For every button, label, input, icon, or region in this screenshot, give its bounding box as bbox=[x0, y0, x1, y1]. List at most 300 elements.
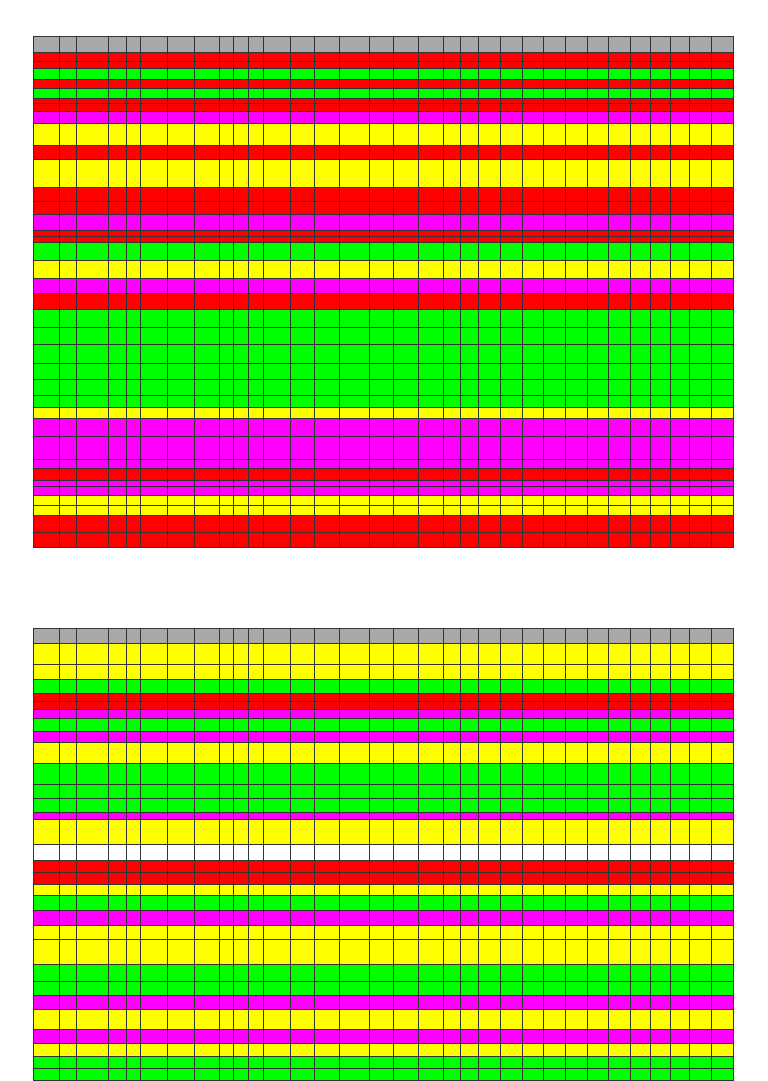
table-cell bbox=[249, 62, 264, 69]
table-cell bbox=[290, 408, 315, 419]
table-cell bbox=[443, 112, 461, 124]
table-cell bbox=[315, 719, 340, 732]
table-cell bbox=[500, 53, 522, 62]
table-cell bbox=[479, 243, 501, 261]
table-cell bbox=[34, 328, 60, 345]
table-cell bbox=[315, 702, 340, 710]
table-cell bbox=[369, 279, 394, 294]
table-row bbox=[34, 469, 734, 481]
table-cell bbox=[315, 345, 340, 364]
table-cell bbox=[194, 996, 219, 1010]
table-cell bbox=[369, 516, 394, 533]
table-cell bbox=[369, 460, 394, 469]
table-cell bbox=[565, 202, 587, 215]
table-cell bbox=[126, 896, 140, 911]
table-cell bbox=[670, 419, 690, 437]
table-cell bbox=[522, 104, 544, 112]
table-cell bbox=[194, 202, 219, 215]
table-cell bbox=[670, 53, 690, 62]
table-cell bbox=[443, 279, 461, 294]
table-cell bbox=[394, 1057, 419, 1069]
table-cell bbox=[77, 496, 109, 506]
table-cell bbox=[443, 940, 461, 965]
table-cell bbox=[315, 62, 340, 69]
table-cell bbox=[369, 487, 394, 496]
table-cell bbox=[394, 112, 419, 124]
table-cell bbox=[712, 996, 734, 1010]
table-cell bbox=[249, 380, 264, 396]
table-cell bbox=[194, 146, 219, 160]
table-cell bbox=[315, 188, 340, 202]
table-cell bbox=[140, 215, 168, 231]
table-cell bbox=[249, 845, 264, 861]
table-cell bbox=[461, 69, 479, 80]
table-cell bbox=[544, 1044, 566, 1057]
table-cell bbox=[194, 516, 219, 533]
table-cell bbox=[565, 785, 587, 799]
table-cell bbox=[712, 926, 734, 940]
table-cell bbox=[650, 215, 670, 231]
table-cell bbox=[369, 328, 394, 345]
table-cell bbox=[394, 396, 419, 408]
table-cell bbox=[59, 732, 77, 743]
table-cell bbox=[522, 62, 544, 69]
table-cell bbox=[690, 785, 712, 799]
table-cell bbox=[168, 813, 195, 820]
table-cell bbox=[194, 911, 219, 926]
table-cell bbox=[234, 1030, 249, 1044]
table-cell bbox=[522, 861, 544, 873]
table-cell bbox=[369, 243, 394, 261]
table-cell bbox=[650, 965, 670, 982]
table-cell bbox=[544, 873, 566, 885]
table-cell bbox=[290, 506, 315, 516]
table-cell bbox=[565, 496, 587, 506]
table-cell bbox=[369, 261, 394, 279]
table-cell bbox=[168, 982, 195, 996]
table-cell bbox=[479, 496, 501, 506]
column-header bbox=[418, 629, 443, 644]
table-cell bbox=[443, 873, 461, 885]
table-cell bbox=[109, 820, 127, 845]
table-cell bbox=[631, 104, 651, 112]
table-cell bbox=[712, 345, 734, 364]
table-cell bbox=[418, 926, 443, 940]
table-cell bbox=[443, 813, 461, 820]
table-cell bbox=[587, 732, 609, 743]
table-cell bbox=[77, 419, 109, 437]
table-cell bbox=[650, 80, 670, 89]
table-cell bbox=[670, 261, 690, 279]
table-cell bbox=[339, 1069, 369, 1081]
table-cell bbox=[140, 396, 168, 408]
table-cell bbox=[126, 885, 140, 896]
table-cell bbox=[59, 146, 77, 160]
table-cell bbox=[479, 104, 501, 112]
table-cell bbox=[168, 1010, 195, 1030]
table-cell bbox=[263, 743, 290, 764]
table-cell bbox=[631, 202, 651, 215]
table-cell bbox=[712, 328, 734, 345]
table-cell bbox=[290, 294, 315, 310]
table-cell bbox=[339, 785, 369, 799]
table-cell bbox=[500, 665, 522, 680]
table-cell bbox=[339, 873, 369, 885]
table-cell bbox=[565, 516, 587, 533]
table-cell bbox=[249, 861, 264, 873]
table-cell bbox=[565, 764, 587, 785]
table-cell bbox=[369, 437, 394, 460]
table-cell bbox=[418, 437, 443, 460]
table-cell bbox=[126, 873, 140, 885]
table-cell bbox=[565, 665, 587, 680]
table-cell bbox=[290, 112, 315, 124]
table-cell bbox=[631, 460, 651, 469]
table-cell bbox=[194, 364, 219, 380]
table-cell bbox=[461, 243, 479, 261]
table-cell bbox=[461, 396, 479, 408]
table-cell bbox=[339, 69, 369, 80]
table-cell bbox=[168, 53, 195, 62]
table-cell bbox=[315, 694, 340, 702]
table-cell bbox=[290, 885, 315, 896]
table-cell bbox=[461, 533, 479, 548]
table-cell bbox=[339, 896, 369, 911]
table-cell bbox=[565, 813, 587, 820]
table-cell bbox=[77, 820, 109, 845]
table-cell bbox=[609, 1010, 631, 1030]
table-cell bbox=[500, 437, 522, 460]
table-cell bbox=[140, 345, 168, 364]
table-cell bbox=[59, 53, 77, 62]
table-cell bbox=[587, 965, 609, 982]
table-cell bbox=[690, 813, 712, 820]
table-cell bbox=[109, 845, 127, 861]
table-cell bbox=[418, 743, 443, 764]
table-cell bbox=[609, 719, 631, 732]
table-cell bbox=[219, 437, 234, 460]
table-cell bbox=[109, 665, 127, 680]
table-cell bbox=[650, 710, 670, 719]
table-cell bbox=[339, 911, 369, 926]
table-cell bbox=[339, 710, 369, 719]
table-cell bbox=[670, 104, 690, 112]
table-cell bbox=[479, 345, 501, 364]
table-cell bbox=[109, 437, 127, 460]
table-cell bbox=[34, 665, 60, 680]
table-cell bbox=[690, 680, 712, 694]
table-cell bbox=[522, 487, 544, 496]
table-cell bbox=[339, 926, 369, 940]
table-cell bbox=[670, 345, 690, 364]
table-cell bbox=[670, 799, 690, 813]
table-cell bbox=[522, 896, 544, 911]
table-cell bbox=[544, 996, 566, 1010]
table-cell bbox=[670, 694, 690, 702]
table-cell bbox=[234, 202, 249, 215]
table-cell bbox=[670, 294, 690, 310]
table-cell bbox=[461, 146, 479, 160]
table-cell bbox=[219, 380, 234, 396]
column-header bbox=[109, 629, 127, 644]
table-cell bbox=[126, 533, 140, 548]
table-cell bbox=[690, 873, 712, 885]
table-cell bbox=[650, 644, 670, 665]
table-cell bbox=[631, 940, 651, 965]
table-cell bbox=[631, 487, 651, 496]
table-cell bbox=[140, 885, 168, 896]
table-cell bbox=[650, 279, 670, 294]
table-cell bbox=[565, 62, 587, 69]
table-cell bbox=[140, 437, 168, 460]
table-cell bbox=[109, 911, 127, 926]
table-cell bbox=[234, 940, 249, 965]
table-cell bbox=[315, 813, 340, 820]
table-cell bbox=[418, 516, 443, 533]
table-cell bbox=[544, 940, 566, 965]
table-cell bbox=[565, 124, 587, 146]
table-cell bbox=[339, 188, 369, 202]
table-cell bbox=[77, 1010, 109, 1030]
column-header bbox=[234, 629, 249, 644]
column-header bbox=[461, 629, 479, 644]
table-cell bbox=[500, 785, 522, 799]
table-cell bbox=[234, 694, 249, 702]
table-cell bbox=[59, 261, 77, 279]
table-cell bbox=[290, 845, 315, 861]
table-row bbox=[34, 89, 734, 99]
table-cell bbox=[690, 506, 712, 516]
table-cell bbox=[34, 310, 60, 328]
table-cell bbox=[631, 469, 651, 481]
table-cell bbox=[394, 437, 419, 460]
table-cell bbox=[587, 694, 609, 702]
table-cell bbox=[609, 813, 631, 820]
table-cell bbox=[443, 364, 461, 380]
table-cell bbox=[443, 419, 461, 437]
table-cell bbox=[34, 1030, 60, 1044]
column-header bbox=[609, 629, 631, 644]
table-cell bbox=[339, 680, 369, 694]
table-cell bbox=[126, 694, 140, 702]
table-cell bbox=[315, 885, 340, 896]
table-cell bbox=[369, 364, 394, 380]
table-cell bbox=[234, 926, 249, 940]
table-cell bbox=[690, 940, 712, 965]
table-cell bbox=[77, 965, 109, 982]
table-cell bbox=[631, 364, 651, 380]
table-cell bbox=[500, 69, 522, 80]
table-cell bbox=[500, 1069, 522, 1081]
table-cell bbox=[479, 202, 501, 215]
table-cell bbox=[650, 1069, 670, 1081]
table-cell bbox=[461, 160, 479, 188]
table-cell bbox=[126, 279, 140, 294]
table-row bbox=[34, 940, 734, 965]
table-cell bbox=[418, 89, 443, 99]
table-cell bbox=[479, 926, 501, 940]
table-cell bbox=[712, 469, 734, 481]
table-cell bbox=[670, 487, 690, 496]
table-cell bbox=[263, 873, 290, 885]
table-cell bbox=[631, 124, 651, 146]
table-cell bbox=[650, 911, 670, 926]
table-cell bbox=[690, 996, 712, 1010]
table-cell bbox=[500, 845, 522, 861]
table-cell bbox=[587, 146, 609, 160]
table-cell bbox=[650, 294, 670, 310]
column-header bbox=[249, 37, 264, 53]
table-cell bbox=[315, 1044, 340, 1057]
table-cell bbox=[109, 719, 127, 732]
table-cell bbox=[479, 188, 501, 202]
table-cell bbox=[219, 53, 234, 62]
table-cell bbox=[109, 380, 127, 396]
table-cell bbox=[587, 885, 609, 896]
table-cell bbox=[168, 896, 195, 911]
table-cell bbox=[712, 146, 734, 160]
table-cell bbox=[219, 533, 234, 548]
table-cell bbox=[168, 160, 195, 188]
table-cell bbox=[234, 80, 249, 89]
table-cell bbox=[650, 487, 670, 496]
table-cell bbox=[544, 506, 566, 516]
table-cell bbox=[249, 124, 264, 146]
column-header bbox=[263, 629, 290, 644]
table-cell bbox=[461, 1057, 479, 1069]
table-cell bbox=[690, 469, 712, 481]
table-row bbox=[34, 799, 734, 813]
table-cell bbox=[194, 1069, 219, 1081]
table-cell bbox=[219, 1030, 234, 1044]
table-cell bbox=[77, 460, 109, 469]
table-cell bbox=[544, 279, 566, 294]
table-cell bbox=[126, 243, 140, 261]
table-row bbox=[34, 926, 734, 940]
table-row bbox=[34, 732, 734, 743]
table-cell bbox=[479, 364, 501, 380]
table-row bbox=[34, 310, 734, 328]
table-cell bbox=[339, 279, 369, 294]
table-cell bbox=[479, 813, 501, 820]
column-header bbox=[631, 37, 651, 53]
table-cell bbox=[234, 665, 249, 680]
table-cell bbox=[479, 215, 501, 231]
table-cell bbox=[339, 294, 369, 310]
table-cell bbox=[249, 279, 264, 294]
table-cell bbox=[219, 345, 234, 364]
table-cell bbox=[461, 380, 479, 396]
table-cell bbox=[479, 310, 501, 328]
table-cell bbox=[140, 1030, 168, 1044]
table-cell bbox=[690, 496, 712, 506]
table-cell bbox=[479, 124, 501, 146]
table-cell bbox=[418, 104, 443, 112]
table-cell bbox=[587, 680, 609, 694]
table-cell bbox=[418, 112, 443, 124]
table-cell bbox=[234, 506, 249, 516]
table-cell bbox=[690, 160, 712, 188]
table-cell bbox=[290, 799, 315, 813]
table-cell bbox=[690, 62, 712, 69]
table-cell bbox=[522, 396, 544, 408]
table-cell bbox=[394, 533, 419, 548]
table-cell bbox=[394, 516, 419, 533]
table-cell bbox=[234, 487, 249, 496]
table-cell bbox=[234, 732, 249, 743]
table-cell bbox=[500, 506, 522, 516]
column-header bbox=[194, 37, 219, 53]
table-cell bbox=[544, 702, 566, 710]
table-cell bbox=[609, 80, 631, 89]
table-cell bbox=[418, 188, 443, 202]
table-cell bbox=[126, 112, 140, 124]
table-cell bbox=[631, 965, 651, 982]
table-cell bbox=[109, 533, 127, 548]
table-cell bbox=[234, 702, 249, 710]
table-cell bbox=[690, 80, 712, 89]
table-cell bbox=[565, 146, 587, 160]
table-cell bbox=[565, 53, 587, 62]
table-cell bbox=[219, 911, 234, 926]
table-cell bbox=[443, 1010, 461, 1030]
table-cell bbox=[522, 112, 544, 124]
table-cell bbox=[670, 732, 690, 743]
table-cell bbox=[418, 1030, 443, 1044]
table-cell bbox=[59, 396, 77, 408]
table-cell bbox=[263, 799, 290, 813]
table-cell bbox=[219, 1069, 234, 1081]
table-cell bbox=[168, 845, 195, 861]
table-cell bbox=[126, 506, 140, 516]
table-cell bbox=[34, 460, 60, 469]
table-cell bbox=[140, 202, 168, 215]
table-cell bbox=[587, 785, 609, 799]
table-cell bbox=[394, 310, 419, 328]
table-cell bbox=[369, 104, 394, 112]
table-cell bbox=[59, 279, 77, 294]
table-cell bbox=[544, 261, 566, 279]
column-header bbox=[219, 629, 234, 644]
table-cell bbox=[418, 702, 443, 710]
table-cell bbox=[650, 506, 670, 516]
table-cell bbox=[194, 294, 219, 310]
table-cell bbox=[522, 644, 544, 665]
table-cell bbox=[168, 364, 195, 380]
table-cell bbox=[126, 487, 140, 496]
table-cell bbox=[369, 1030, 394, 1044]
table-cell bbox=[339, 965, 369, 982]
table-cell bbox=[59, 89, 77, 99]
table-cell bbox=[219, 364, 234, 380]
table-cell bbox=[479, 764, 501, 785]
table-cell bbox=[219, 1010, 234, 1030]
table-cell bbox=[34, 820, 60, 845]
table-cell bbox=[587, 1057, 609, 1069]
table-cell bbox=[690, 345, 712, 364]
table-cell bbox=[500, 243, 522, 261]
table-cell bbox=[394, 215, 419, 231]
table-cell bbox=[587, 710, 609, 719]
table-cell bbox=[168, 911, 195, 926]
table-row bbox=[34, 1010, 734, 1030]
table-cell bbox=[522, 146, 544, 160]
column-header bbox=[394, 629, 419, 644]
table-cell bbox=[670, 982, 690, 996]
table-cell bbox=[126, 160, 140, 188]
table-cell bbox=[77, 487, 109, 496]
table-cell bbox=[263, 644, 290, 665]
